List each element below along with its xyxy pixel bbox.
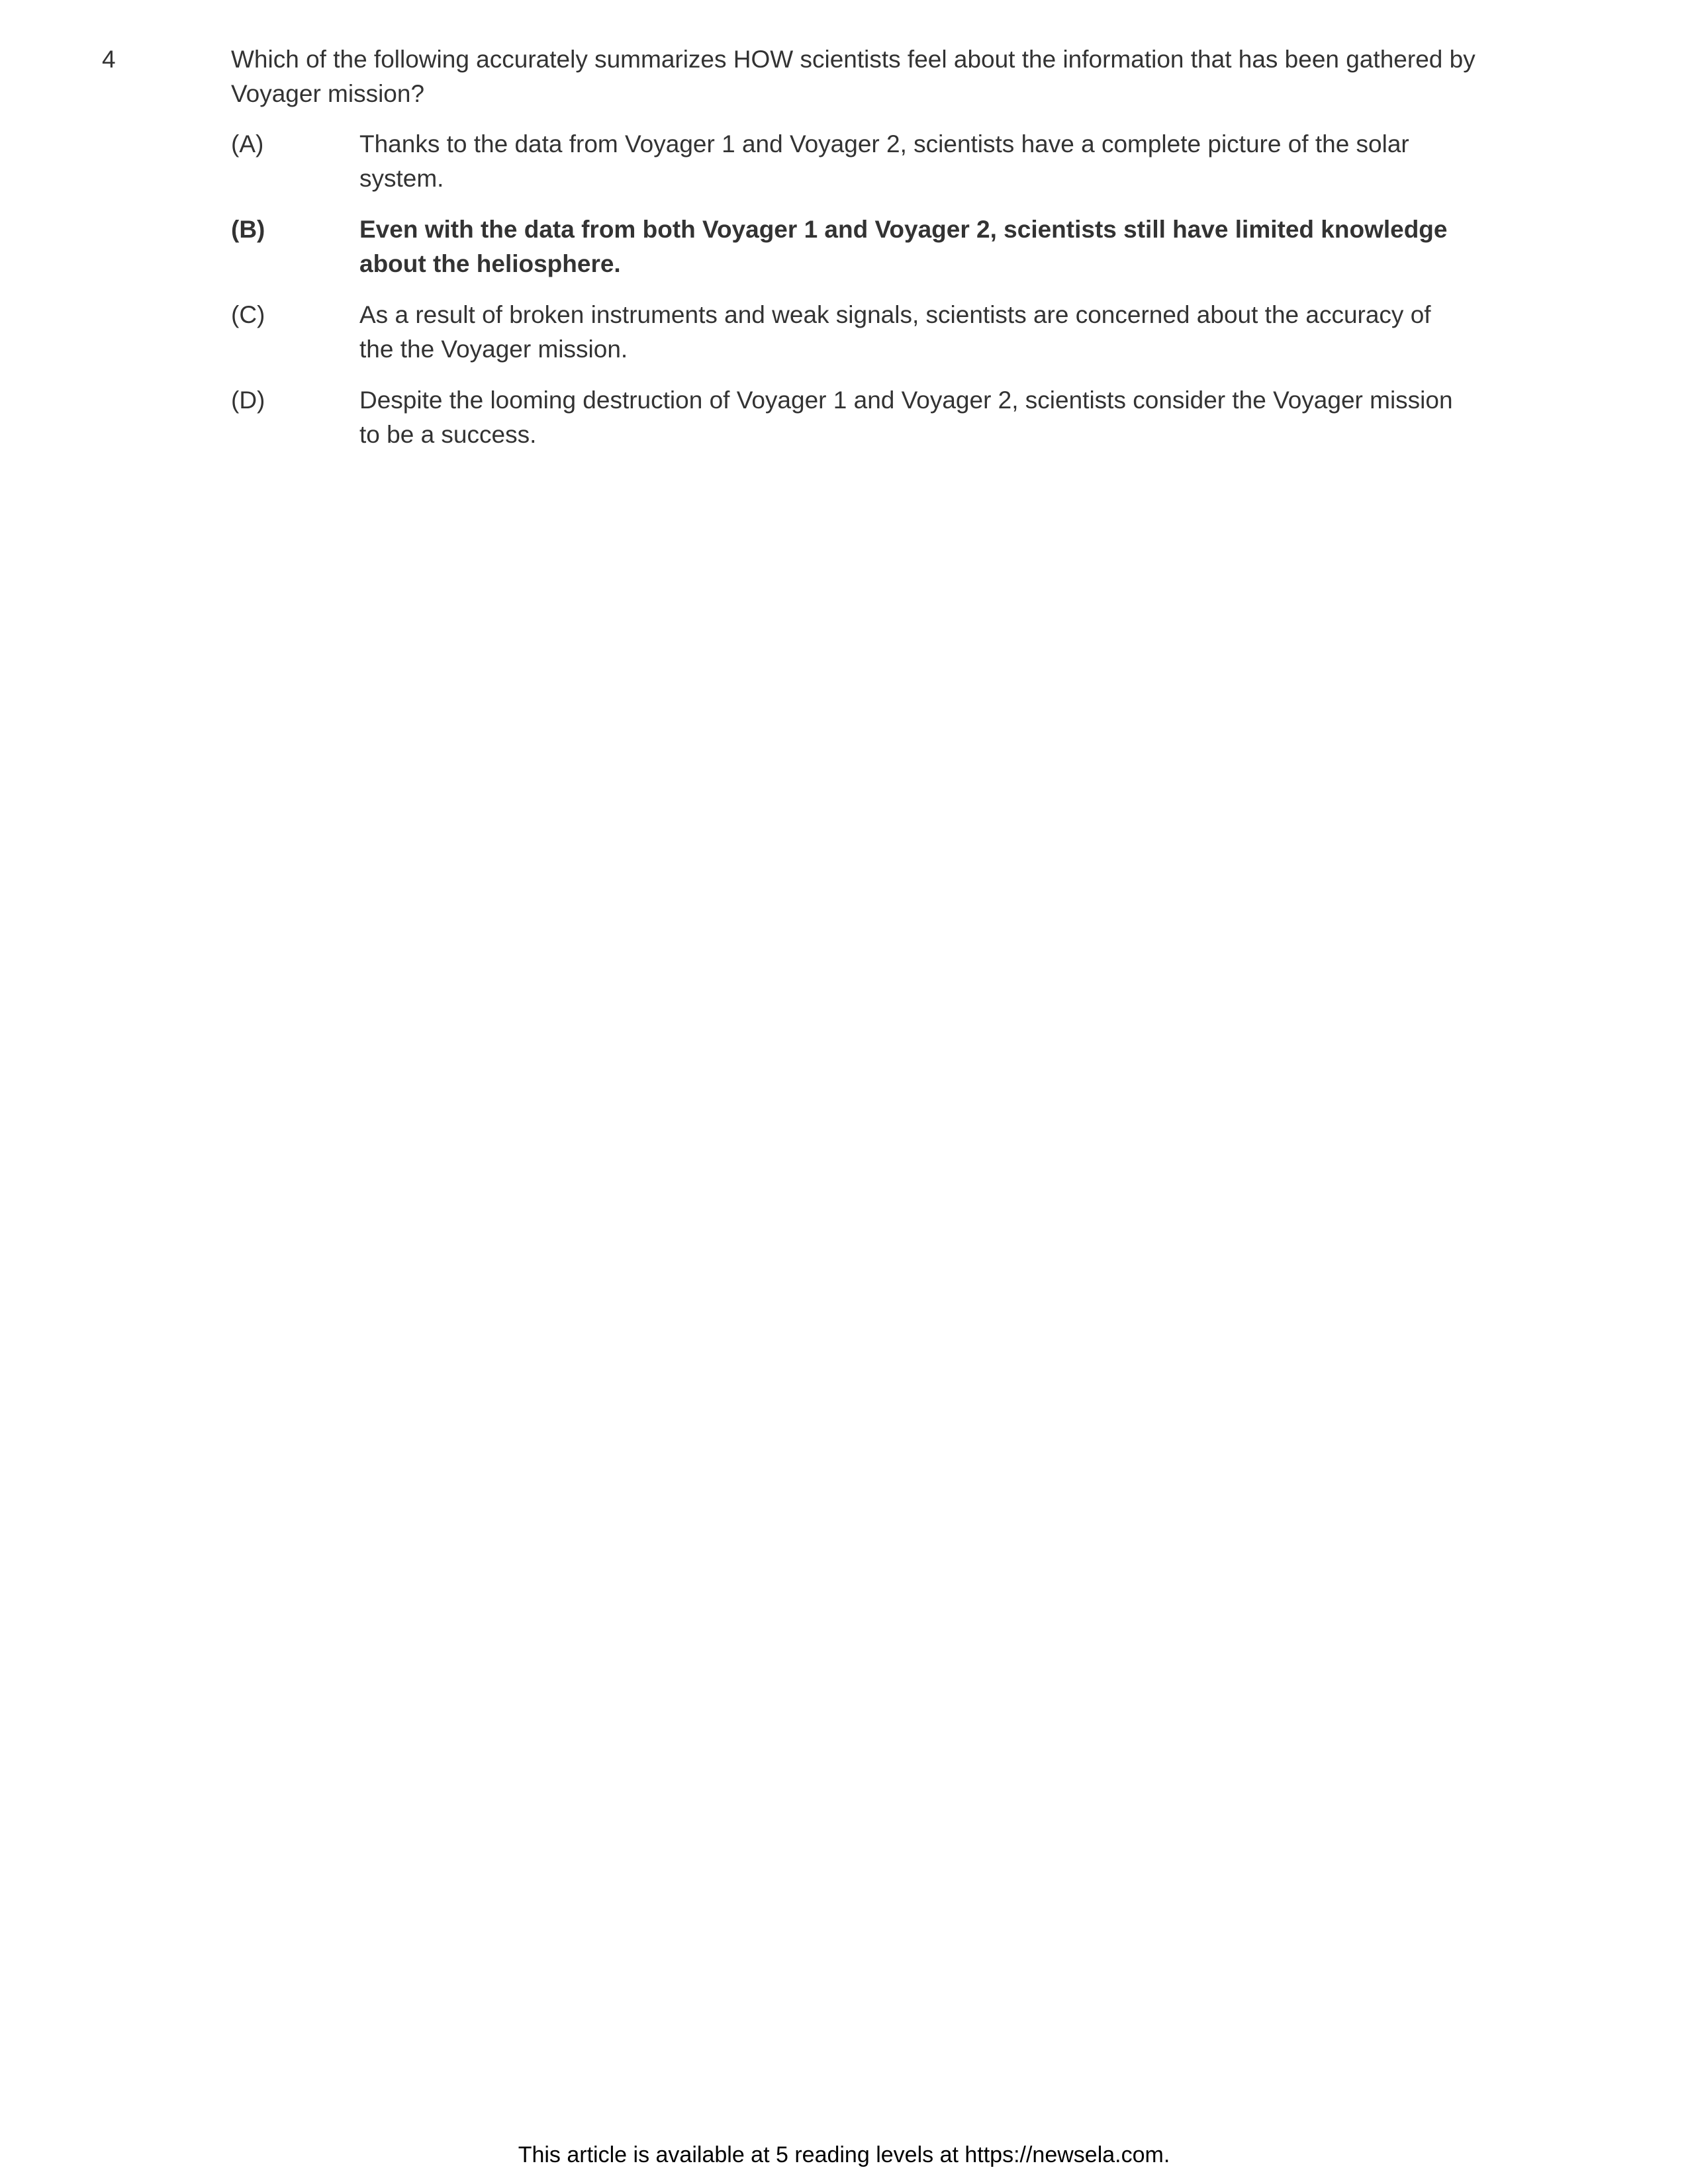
answer-choices — [0, 127, 1688, 469]
answer-choice-a — [0, 127, 1688, 212]
answer-choice-d — [0, 383, 1688, 469]
question-number: 4 — [102, 46, 116, 73]
choice-text: Thanks to the data from Voyager 1 and Voyager 2, scientists have a complete picture of the solar system. — [359, 130, 1409, 192]
choice-text: As a result of broken instruments and weak signals, scientists are concerned about the accuracy of the the Voyager mission. — [359, 301, 1431, 363]
choice-text: Even with the data from both Voyager 1 and Voyager 2, scientists still have limited knowledge about the heliosphere. — [359, 216, 1448, 277]
choice-text: Despite the looming destruction of Voyager 1 and Voyager 2, scientists consider the Voyager mission to be a success. — [359, 387, 1453, 448]
answer-choice-c — [0, 298, 1688, 383]
question-text: Which of the following accurately summarizes HOW scientists feel about the information that has been gathered by Voyager mission? — [231, 46, 1476, 107]
answer-choice-b — [0, 212, 1688, 298]
choice-letter: (C) — [231, 301, 265, 328]
page-footer: This article is available at 5 reading levels at https://newsela.com. — [518, 2142, 1170, 2167]
choice-letter: (B) — [231, 216, 265, 243]
choice-letter: (D) — [231, 387, 265, 414]
choice-letter: (A) — [231, 130, 264, 158]
